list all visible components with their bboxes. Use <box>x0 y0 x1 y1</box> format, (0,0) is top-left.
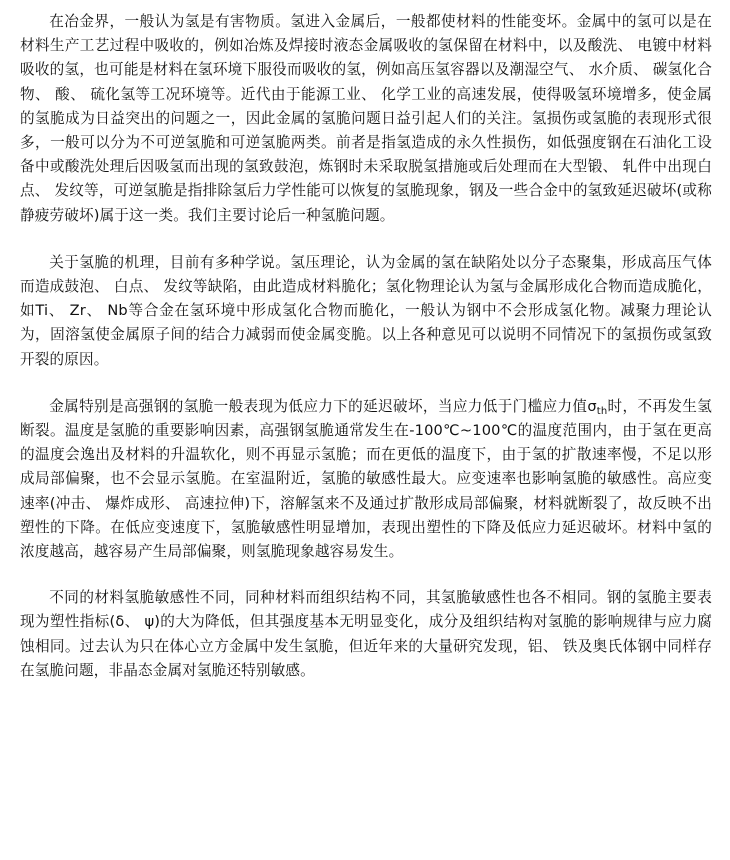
paragraph-3-text-after: 时，不再发生氢断裂。温度是氢脆的重要影响因素，高强钢氢脆通常发生在-100℃~100℃的温度范围内，由于氢在更高的温度会逸出及材料的升温软化，则不再显示氢脆；而在更低的温度下，由于氢的扩散速率慢，不足以形成局部偏聚，也不会显示氢脆。在室温附近，氢脆的敏感性最大。应变速率也影响氢脆的敏感性。高应变速率(冲击、 爆炸成形、 高速拉伸)下，溶解氢来不及通过扩散形成局部偏聚，材料就断裂了，故反映不出塑性的下降。在低应变速度下，氢脆敏感性明显增加，表现出塑性的下降及低应力延迟破坏。材料中氢的浓度越高，越容易产生局部偏聚，则氢脆现象越容易发生。 <box>20 397 712 561</box>
paragraph-1 <box>20 10 712 228</box>
paragraph-2-text: 关于氢脆的机理，目前有多种学说。氢压理论，认为金属的氢在缺陷处以分子态聚集，形成高压气体而造成鼓泡、 白点、 发纹等缺陷，由此造成材料脆化；氢化物理论认为氢与金属形成化合物而造成脆化，如Ti、 Zr、 Nb等合金在氢环境中形成氢化合物而脆化，一般认为钢中不会形成氢化物。减聚力理论认为，固溶氢使金属原子间的结合力减弱而使金属变脆。以上各种意见可以说明不同情况下的氢损伤或氢致开裂的原因。 <box>20 253 712 368</box>
threshold-stress-subscript: th <box>596 405 608 417</box>
document-body <box>20 10 712 683</box>
paragraph-3 <box>20 395 712 564</box>
paragraph-1-text: 在冶金界，一般认为氢是有害物质。氢进入金属后，一般都使材料的性能变坏。金属中的氢可以是在材料生产工艺过程中吸收的，例如冶炼及焊接时液态金属吸收的氢保留在材料中，以及酸洗、 电镀中材料吸收的氢，也可能是材料在氢环境下服役而吸收的氢，例如高压氢容器以及潮湿空气、 水介质、 碳氢化合物、 酸、 硫化氢等工况环境等。近代由于能源工业、 化学工业的高速发展，使得吸氢环境增多，使金属的氢脆成为日益突出的问题之一，因此金属的氢脆问题日益引起人们的关注。氢损伤或氢脆的表现形式很多，一般可以分为不可逆氢脆和可逆氢脆两类。前者是指氢造成的永久性损伤，如低强度钢在石油化工设备中或酸洗处理后因吸氢而出现的氢致鼓泡，炼钢时未采取脱氢措施或后处理而在大型锻、 轧件中出现白点、 发纹等，可逆氢脆是指排除氢后力学性能可以恢复的氢脆现象，钢及一些合金中的氢致延迟破坏(或称静疲劳破坏)属于这一类。我们主要讨论后一种氢脆问题。 <box>20 13 712 224</box>
paragraph-3-text-before: 金属特别是高强钢的氢脆一般表现为低应力下的延迟破坏，当应力低于门槛应力值σ <box>49 397 597 415</box>
paragraph-4 <box>20 586 712 683</box>
paragraph-2 <box>20 251 712 372</box>
paragraph-4-text: 不同的材料氢脆敏感性不同，同种材料而组织结构不同，其氢脆敏感性也各不相同。钢的氢脆主要表现为塑性指标(δ、 ψ)的大为降低，但其强度基本无明显变化，成分及组织结构对氢脆的影响规律与应力腐蚀相同。过去认为只在体心立方金属中发生氢脆，但近年来的大量研究发现，铝、 铁及奥氏体钢中同样存在氢脆问题，非晶态金属对氢脆还特别敏感。 <box>20 589 712 679</box>
